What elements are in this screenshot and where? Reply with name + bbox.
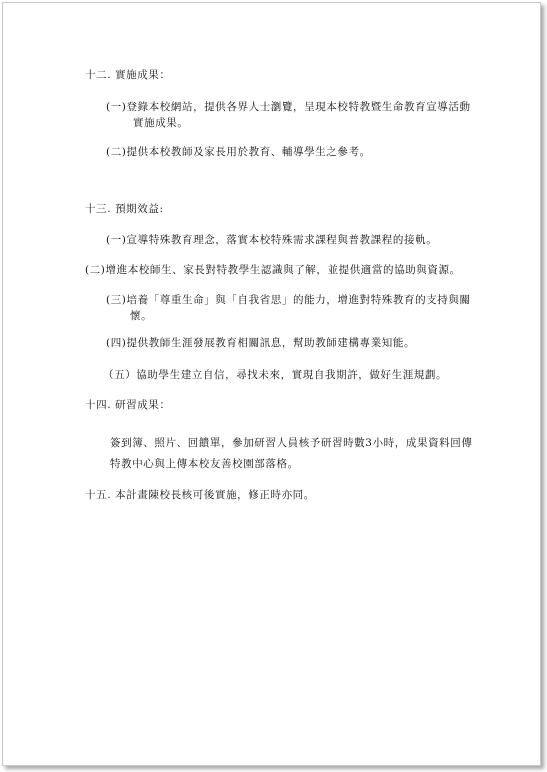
- section-13-item-1: (一)宣導特殊教育理念，落實本校特殊需求課程與普教課程的接軌。: [106, 234, 438, 246]
- section-14-heading: 十四. 研習成果：: [85, 399, 171, 411]
- section-12-item-2: (二)提供本校教師及家長用於教育、輔導學生之參考。: [106, 146, 371, 158]
- section-14-body-line-1: 簽到簿、照片、回饋單，參加研習人員核予研習時數3小時，成果資料回傳: [110, 437, 473, 449]
- section-13-item-3-cont: 懷。: [130, 310, 153, 322]
- section-13-heading: 十三. 預期效益:: [85, 203, 164, 215]
- section-12-item-1: (一)登錄本校網站，提供各界人士瀏覽，呈現本校特教暨生命教育宣導活動: [106, 101, 471, 113]
- section-14-body-line-2: 特教中心與上傳本校友善校園部落格。: [110, 458, 299, 470]
- section-12-heading: 十二. 實施成果：: [85, 69, 171, 81]
- document-page: [2, 2, 541, 766]
- section-13-item-2: (二)增進本校師生、家長對特教學生認識與了解，並提供適當的協助與資源。: [85, 264, 461, 276]
- section-13-item-3: (三)培養「尊重生命」與「自我省思」的能力，增進對特殊教育的支持與關: [106, 294, 471, 306]
- section-13-item-5: （五）協助學生建立自信，尋找未來，實現自我期許，做好生涯規劃。: [103, 369, 448, 381]
- section-12-item-1-cont: 實施成果。: [133, 117, 189, 129]
- section-15-heading: 十五. 本計畫陳校長核可後實施，修正時亦同。: [85, 489, 315, 501]
- section-13-item-4: (四)提供教師生涯發展教育相關訊息，幫助教師建構專業知能。: [106, 337, 416, 349]
